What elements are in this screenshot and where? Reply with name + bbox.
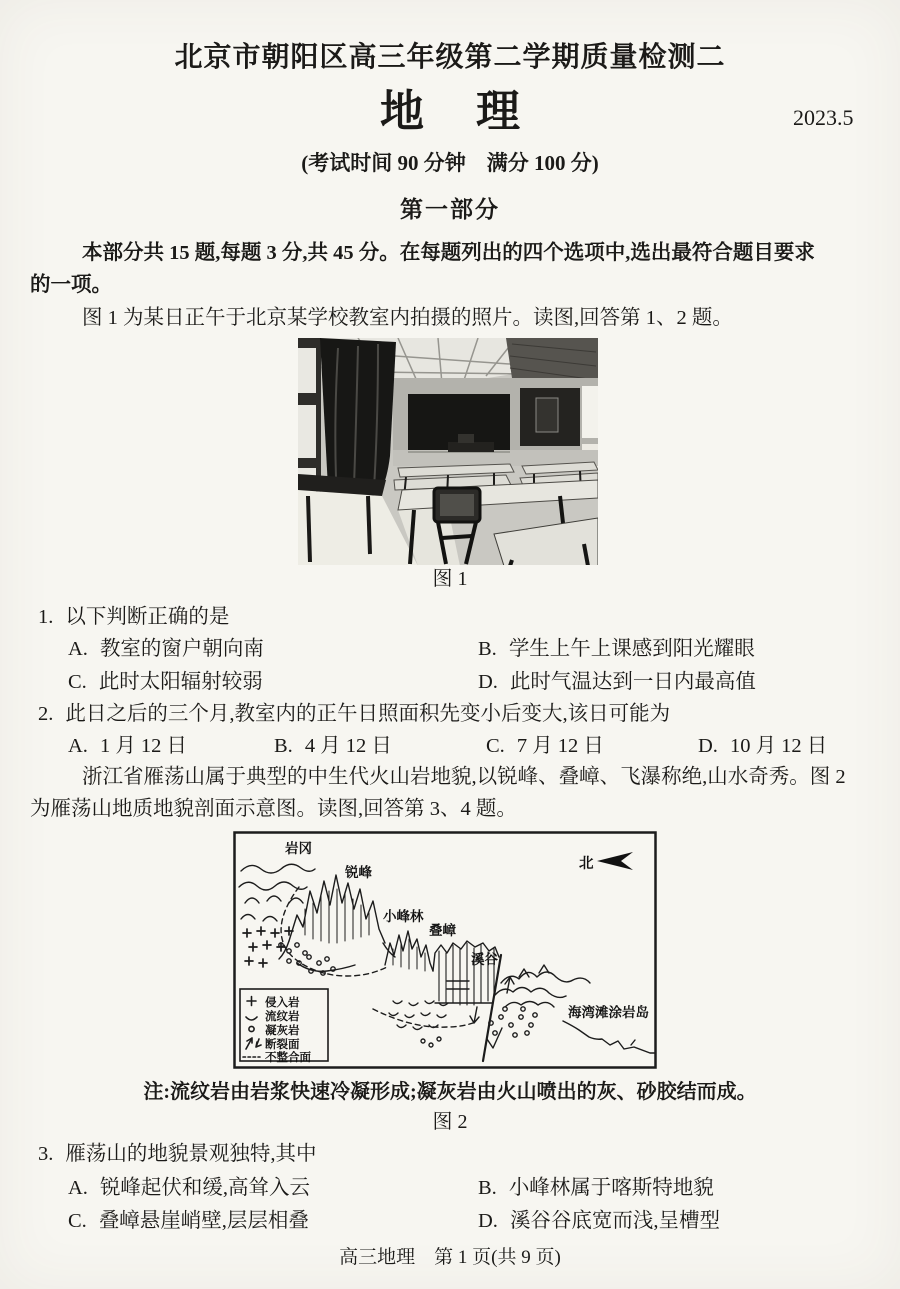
q1-option-b: B. 学生上午上课感到阳光耀眼 [478, 638, 755, 660]
passage-intro-figure2-line1: 浙江省雁荡山属于典型的中生代火山岩地貌,以锐峰、叠嶂、飞瀑称绝,山水奇秀。图 2 [82, 766, 846, 788]
figure2-note: 注:流纹岩由岩浆快速冷凝形成;凝灰岩由火山喷出的灰、砂胶结而成。 [143, 1081, 757, 1103]
label-xigu: 溪谷 [471, 952, 498, 967]
q3-option-d: D. 溪谷谷底宽而浅,呈槽型 [478, 1210, 721, 1232]
q2-option-a: A. 1 月 12 日 [68, 735, 188, 757]
q3-option-c: C. 叠嶂悬崖峭壁,层层相叠 [68, 1210, 309, 1232]
legend-label-unconformity: 不整合面 [265, 1052, 311, 1064]
question-2-number: 2. [38, 703, 54, 725]
question-3-stem: 3. 雁荡山的地貌景观独特,其中 [38, 1143, 317, 1165]
coastline [563, 1021, 655, 1053]
figure2-legend [240, 989, 328, 1064]
exam-info: (考试时间 90 分钟 满分 100 分) [301, 151, 599, 175]
legend-label-fault: 断裂面 [265, 1039, 300, 1051]
label-diezhang: 叠嶂 [429, 923, 456, 938]
question-1-number: 1. [38, 606, 54, 628]
q1-option-c: C. 此时太阳辐射较弱 [68, 671, 263, 693]
wall-frame [536, 398, 558, 432]
instructions-line-1: 本部分共 15 题,每题 3 分,共 45 分。在每题列出的四个选项中,选出最符合题目要求 [82, 242, 815, 264]
question-3-number: 3. [38, 1143, 54, 1165]
q1-option-d: D. 此时气温达到一日内最高值 [478, 671, 756, 693]
subject-title: 地 理 [380, 87, 524, 136]
figure2-caption: 图 2 [432, 1111, 468, 1133]
fault-line [483, 955, 501, 1061]
question-1-stem: 1. 以下判断正确的是 [38, 606, 230, 628]
passage-intro-figure1: 图 1 为某日正午于北京某学校教室内拍摄的照片。读图,回答第 1、2 题。 [82, 307, 733, 329]
page-footer: 高三地理 第 1 页(共 9 页) [339, 1247, 561, 1268]
label-ruifeng: 锐峰 [345, 865, 372, 880]
geology-cross-section-figure [233, 831, 657, 1069]
north-label: 北 [579, 856, 594, 872]
exam-date: 2023.5 [793, 105, 854, 130]
legend-label-rhyolite: 流纹岩 [265, 1011, 300, 1023]
passage-intro-figure2-line2: 为雁荡山地质地貌剖面示意图。读图,回答第 3、4 题。 [30, 798, 517, 820]
figure1-caption: 图 1 [432, 568, 468, 590]
classroom-photo [298, 338, 598, 565]
unconformity-line-2 [373, 1009, 473, 1027]
label-yangang: 岩冈 [285, 841, 312, 856]
q1-option-a: A. 教室的窗户朝向南 [68, 638, 264, 660]
q3-option-a: A. 锐峰起伏和缓,高耸入云 [68, 1177, 311, 1199]
legend-label-tuff: 凝灰岩 [265, 1025, 300, 1037]
exam-header-title: 北京市朝阳区高三年级第二学期质量检测二 [174, 42, 726, 73]
label-xiaofenglin: 小峰林 [383, 909, 424, 924]
q3-option-b: B. 小峰林属于喀斯特地貌 [478, 1177, 714, 1199]
q2-option-d: D. 10 月 12 日 [698, 735, 828, 757]
north-arrow-icon [597, 852, 633, 870]
legend-label-intrusive: 侵入岩 [265, 997, 300, 1009]
instructions-line-2: 的一项。 [30, 274, 112, 296]
q2-option-b: B. 4 月 12 日 [274, 735, 392, 757]
part-title: 第一部分 [400, 197, 500, 222]
label-coast: 海湾滩涂岩岛 [568, 1005, 649, 1020]
q2-option-c: C. 7 月 12 日 [486, 735, 604, 757]
right-window [582, 386, 598, 438]
tuff-symbols-right [489, 1007, 537, 1037]
question-2-stem: 2. 此日之后的三个月,教室内的正午日照面积先变小后变大,该日可能为 [38, 703, 671, 725]
rhyolite-symbols [389, 1001, 448, 1047]
